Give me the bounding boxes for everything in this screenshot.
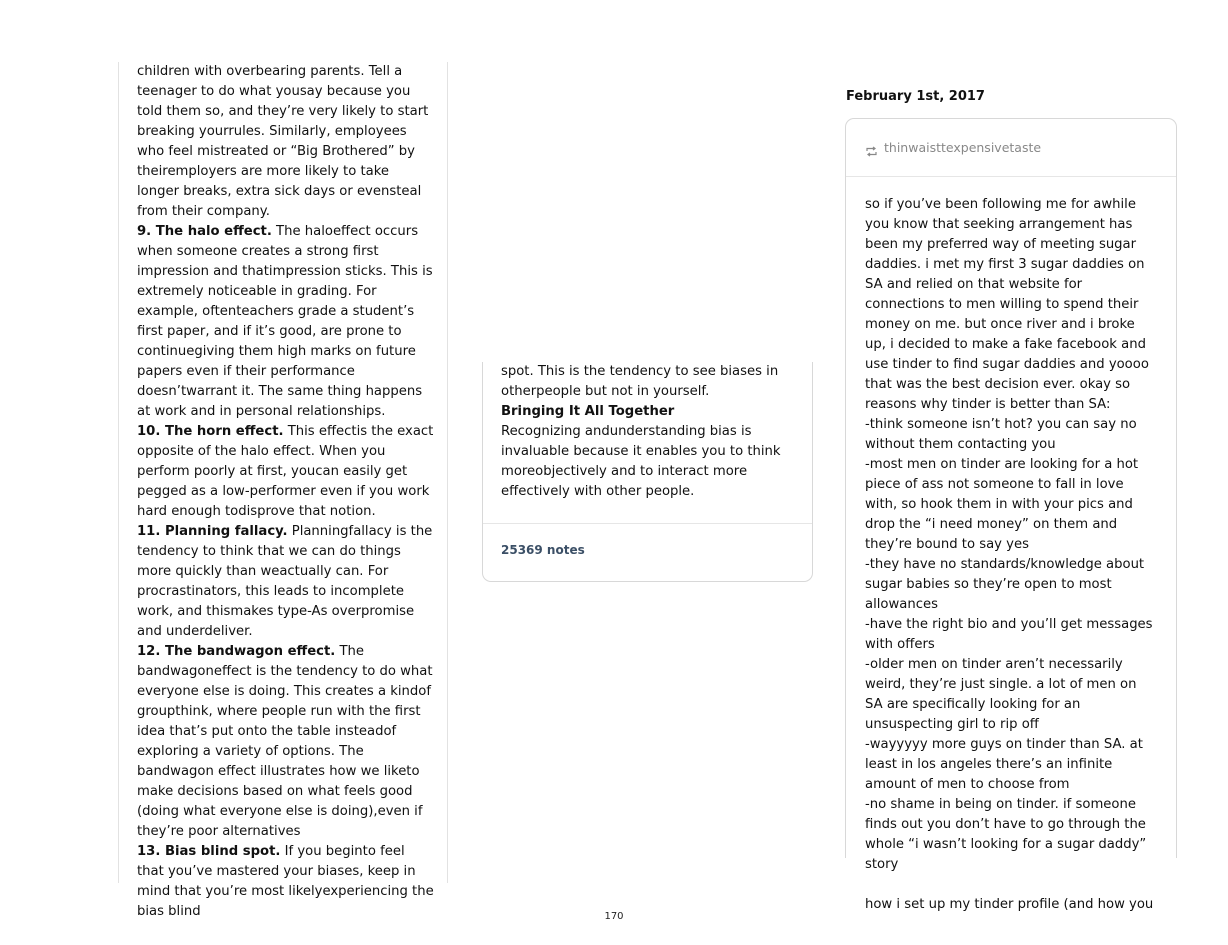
- post-paragraph: -older men on tinder aren’t necessarily weird, they’re just single. a lot of men on SA are specifically looking for an unsuspecting girl to rip off: [865, 657, 1137, 732]
- section-heading-text: Bringing It All Together: [501, 404, 675, 419]
- divider: [483, 523, 812, 524]
- post-body: [846, 177, 1176, 915]
- continuation-text: spot. This is the tendency to see biases in otherpeople but not in yourself.: [501, 364, 779, 399]
- section-heading: [501, 402, 794, 422]
- spacer: [865, 875, 1158, 895]
- post-date: February 1st, 2017: [846, 89, 985, 104]
- item-heading: 11. Planning fallacy.: [137, 524, 288, 539]
- item-text: This effectis the exact opposite of the halo effect. When you perform poorly at first, youcan easily get pegged as a low-performer even if you work hard enough todisprove that notion.: [137, 424, 434, 519]
- post-paragraph: how i set up my tinder profile (and how you: [865, 897, 1154, 912]
- post-paragraph: -most men on tinder are looking for a hot piece of ass not someone to fall in love with, so hook them in with your pics and drop the “i need money” on them and they’re bound to say yes: [865, 457, 1139, 552]
- item-heading: 9. The halo effect.: [137, 224, 272, 239]
- item-heading: 10. The horn effect.: [137, 424, 284, 439]
- item-text: Planningfallacy is the tendency to think that we can do things more quickly than weactually can. For procrastinators, this leads to incomplete work, and thismakes type-As overpromise and underdeliver.: [137, 524, 433, 639]
- item-text: If you beginto feel that you’ve mastered your biases, keep in mind that you’re most likelyexperiencing the bias blind: [137, 844, 434, 919]
- item-heading: 12. The bandwagon effect.: [137, 644, 336, 659]
- page-number: 170: [604, 911, 624, 922]
- left-intro: children with overbearing parents. Tell a teenager to do what yousay because you told them so, and they’re very likely to start breaking yourrules. Similarly, employees who feel mistreated or “Big Brothered” by theiremployers are more likely to take longer breaks, extra sick days or evensteal from their company.: [137, 64, 429, 219]
- list-item: [137, 522, 435, 642]
- post-paragraph: so if you’ve been following me for awhile you know that seeking arrangement has been my preferred way of meeting sugar daddies. i met my first 3 sugar daddies on SA and relied on that website for connections to men willing to spend their money on me. but once river and i broke up, i decided to make a fake facebook and use tinder to find sugar daddies and yoooo that was the best decision ever. okay so reasons why tinder is better than SA:: [865, 197, 1149, 412]
- middle-post-body: [483, 362, 812, 512]
- username-link[interactable]: thinwaisttexpensivetaste: [884, 140, 1042, 155]
- list-item: [137, 842, 435, 922]
- item-text: The bandwagoneffect is the tendency to do what everyone else is doing. This creates a kindof groupthink, where people run with the first idea that’s put onto the table insteadof exploring a variety of options. The bandwagon effect illustrates how we liketo make decisions based on what feels good (doing what everyone else is doing),even if they’re poor alternatives: [137, 644, 433, 839]
- left-text-column: [118, 62, 448, 919]
- post-paragraph: -wayyyyy more guys on tinder than SA. at least in los angeles there’s an infinite amount of men to choose from: [865, 737, 1143, 792]
- list-item: [137, 642, 435, 842]
- right-post-card: [845, 118, 1177, 912]
- post-paragraph: -they have no standards/knowledge about sugar babies so they’re open to most allowances: [865, 557, 1145, 612]
- reblog-icon: [865, 142, 878, 153]
- list-item: [137, 222, 435, 422]
- post-header: [846, 119, 1176, 177]
- list-item: [137, 422, 435, 522]
- post-paragraph: -no shame in being on tinder. if someone finds out you don’t have to go through the whole “i wasn’t looking for a sugar daddy” story: [865, 797, 1147, 872]
- item-heading: 13. Bias blind spot.: [137, 844, 281, 859]
- post-paragraph: -have the right bio and you’ll get messages with offers: [865, 617, 1153, 652]
- middle-post-card: [482, 362, 813, 582]
- item-text: The haloeffect occurs when someone creates a strong first impression and thatimpression sticks. This is extremely noticeable in grading. For example, oftenteachers grade a student’s first paper, and if it’s good, are prone to continuegiving them high marks on future papers even if their performance doesn’twarrant it. The same thing happens at work and in personal relationships.: [137, 224, 433, 419]
- section-text: Recognizing andunderstanding bias is invaluable because it enables you to think moreobjectively and to interact more effectively with other people.: [501, 424, 781, 499]
- post-paragraph: -think someone isn’t hot? you can say no without them contacting you: [865, 417, 1137, 452]
- notes-count[interactable]: 25369 notes: [501, 543, 585, 557]
